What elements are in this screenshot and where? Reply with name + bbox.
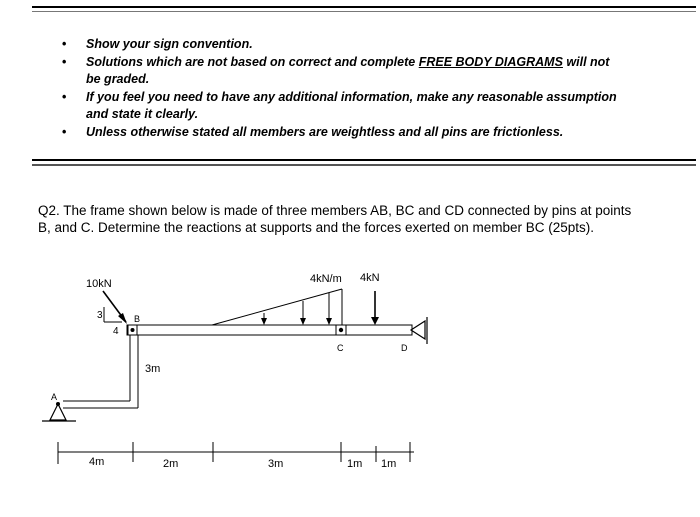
load-10kn-arrow (103, 291, 127, 324)
question-text: Q2. The frame shown below is made of three members AB, BC and CD connected by pins at points B, and C. Determine the reactions at supports and the forces exerted on member BC (25pts). (38, 203, 632, 235)
pin-c-dot (339, 328, 343, 332)
dimension-label: 2m (163, 458, 179, 470)
load-4kn-label: 4kN (360, 272, 380, 284)
instruction-text-post: will not be graded. (86, 55, 610, 86)
member-ab (63, 335, 138, 408)
load-distributed-label: 4kN/m (310, 273, 342, 285)
support-a (42, 402, 76, 421)
bullet-icon: • (62, 55, 67, 69)
beam-bcd (127, 325, 412, 335)
label-b: B (134, 314, 141, 324)
label-d: D (401, 343, 408, 353)
dimension-label: 1m (381, 458, 397, 470)
instruction-underlined-text: FREE BODY DIAGRAMS (418, 55, 563, 69)
dimension-label: 1m (347, 458, 363, 470)
dimension-label: 3m (268, 458, 284, 470)
slope-triangle (104, 307, 122, 322)
distributed-load (212, 289, 342, 325)
bullet-icon: • (62, 37, 67, 51)
pin-b-dot (131, 328, 135, 332)
support-d (411, 317, 427, 344)
load-10kn-label: 10kN (86, 278, 112, 290)
slope-rise-label: 3 (97, 310, 103, 321)
label-a: A (51, 392, 58, 402)
bullet-icon: • (62, 90, 67, 104)
slope-run-label: 4 (113, 326, 119, 337)
instruction-text: Show your sign convention. (86, 37, 253, 51)
height-dimension-label: 3m (145, 363, 161, 375)
instruction-text-pre: Solutions which are not based on correct and complete (86, 55, 419, 69)
load-4kn-arrow (371, 291, 379, 325)
dimension-label: 4m (89, 456, 105, 468)
instruction-text: Unless otherwise stated all members are weightless and all pins are frictionless. (86, 125, 564, 139)
label-c: C (337, 343, 344, 353)
instruction-text: If you feel you need to have any additional information, make any reasonable assumption and state it clearly. (86, 90, 617, 121)
bullet-icon: • (62, 125, 67, 139)
